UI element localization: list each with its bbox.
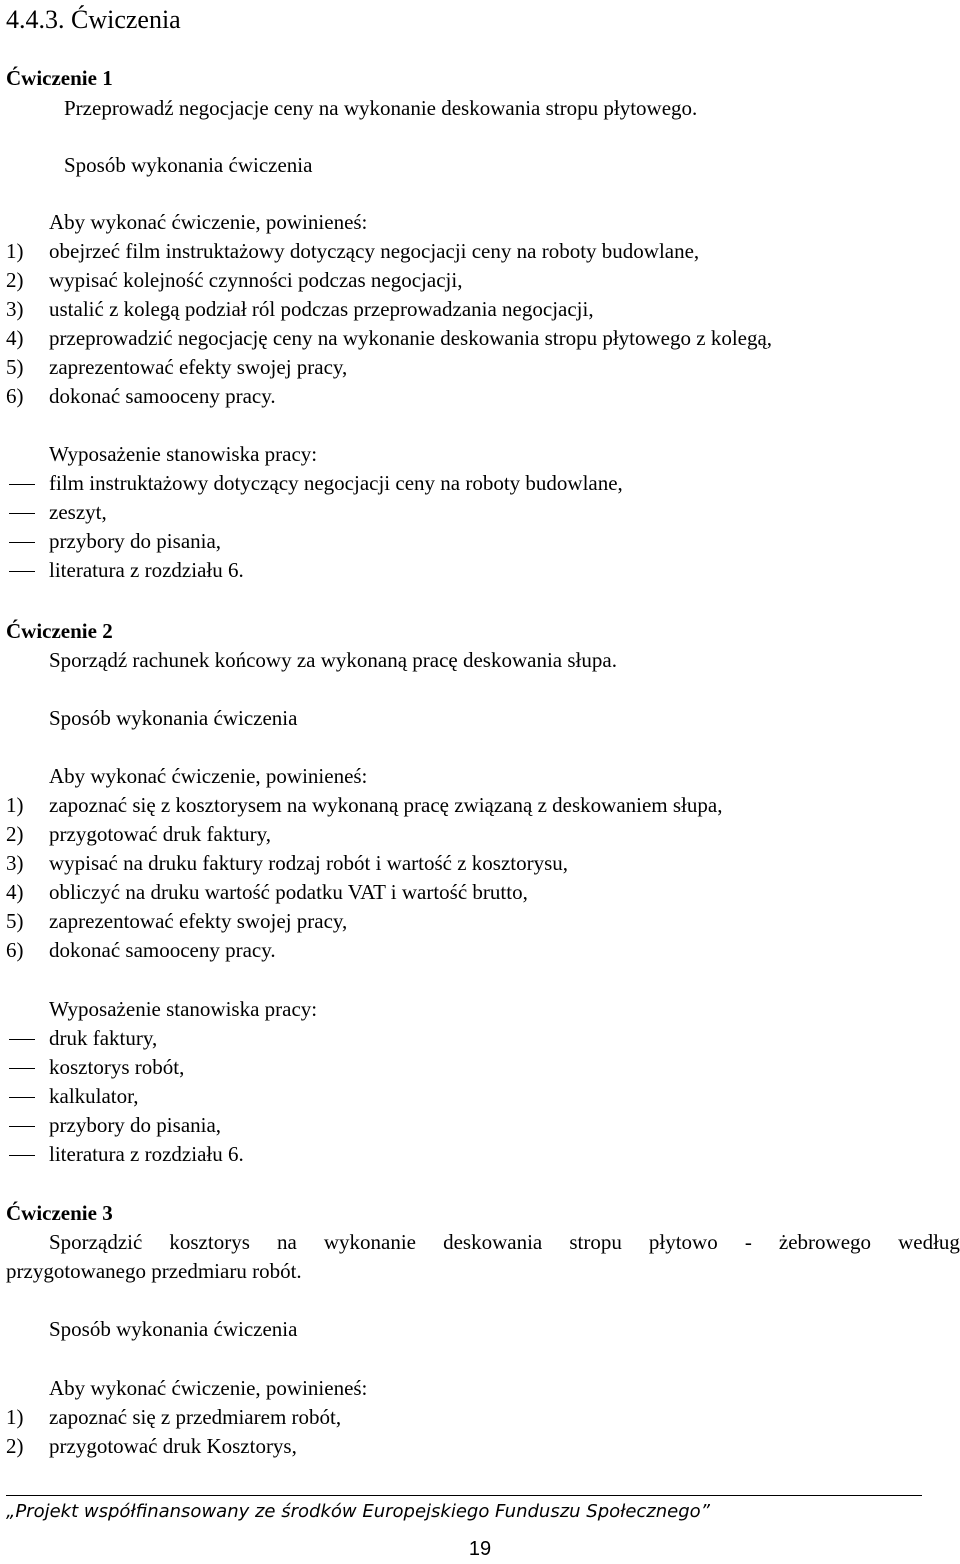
exercise-3-task-line-2: przygotowanego przedmiaru robót. (6, 1259, 302, 1283)
exercise-1-title: Ćwiczenie 1 (6, 66, 113, 90)
bullet-text: kalkulator, (49, 1084, 139, 1108)
dash-bullet-icon (9, 484, 35, 485)
step-text: ustalić z kolegą podział ról podczas przeprowadzania negocjacji, (49, 297, 594, 321)
exercise-1-equipment-heading: Wyposażenie stanowiska pracy: (49, 442, 318, 466)
step-text: dokonać samooceny pracy. (49, 938, 276, 962)
dash-bullet-icon (9, 1126, 35, 1127)
task-word: na (276, 1230, 297, 1254)
bullet-text: kosztorys robót, (49, 1055, 185, 1079)
bullet-item (6, 1024, 960, 1053)
step-number: 1) (6, 1405, 24, 1429)
bullet-item (6, 1082, 960, 1111)
dash-bullet-icon (9, 1039, 35, 1040)
step-text: wypisać na druku faktury rodzaj robót i wartość z kosztorysu, (49, 851, 569, 875)
task-word: żebrowego (778, 1230, 872, 1254)
list-item (6, 820, 960, 849)
list-item (6, 878, 960, 907)
step-text: zaprezentować efekty swojej pracy, (49, 909, 348, 933)
step-text: przygotować druk faktury, (49, 822, 271, 846)
exercise-3-method-heading: Sposób wykonania ćwiczenia (49, 1317, 298, 1341)
step-number: 5) (6, 909, 24, 933)
step-text: zapoznać się z przedmiarem robót, (49, 1405, 342, 1429)
section-title: 4.4.3. Ćwiczenia (6, 5, 181, 34)
bullet-item (6, 498, 960, 527)
list-item (6, 295, 960, 324)
bullet-text: przybory do pisania, (49, 1113, 222, 1137)
list-item (6, 324, 960, 353)
bullet-item (6, 1140, 960, 1169)
step-number: 5) (6, 355, 24, 379)
dash-bullet-icon (9, 1155, 35, 1156)
exercise-1-intro: Aby wykonać ćwiczenie, powinieneś: (49, 210, 368, 234)
task-word: płytowo (648, 1230, 718, 1254)
step-text: zapoznać się z kosztorysem na wykonaną pracę związaną z deskowaniem słupa, (49, 793, 723, 817)
list-item (6, 1432, 960, 1461)
list-item (6, 791, 960, 820)
step-number: 3) (6, 297, 24, 321)
step-text: dokonać samooceny pracy. (49, 384, 276, 408)
list-item (6, 237, 960, 266)
footer-funding-note: „Projekt współfinansowany ze środków Europejskiego Funduszu Społecznego” (6, 1501, 710, 1522)
bullet-item (6, 469, 960, 498)
list-item (6, 266, 960, 295)
step-number: 6) (6, 384, 24, 408)
dash-bullet-icon (9, 571, 35, 572)
step-number: 2) (6, 1434, 24, 1458)
step-number: 1) (6, 239, 24, 263)
exercise-3-intro: Aby wykonać ćwiczenie, powinieneś: (49, 1376, 368, 1400)
bullet-text: zeszyt, (49, 500, 107, 524)
step-number: 3) (6, 851, 24, 875)
task-word: Sporządzić (49, 1230, 143, 1254)
bullet-text: film instruktażowy dotyczący negocjacji ceny na roboty budowlane, (49, 471, 623, 495)
list-item (6, 907, 960, 936)
list-item (6, 849, 960, 878)
footer-divider (6, 1495, 922, 1496)
bullet-item (6, 1053, 960, 1082)
exercise-2-title: Ćwiczenie 2 (6, 619, 113, 643)
step-text: przeprowadzić negocjację ceny na wykonanie deskowania stropu płytowego z kolegą, (49, 326, 773, 350)
list-item (6, 936, 960, 965)
task-word: - (744, 1230, 752, 1254)
step-text: obejrzeć film instruktażowy dotyczący negocjacji ceny na roboty budowlane, (49, 239, 700, 263)
dash-bullet-icon (9, 542, 35, 543)
list-item (6, 1403, 960, 1432)
task-word: według (898, 1230, 960, 1254)
bullet-text: literatura z rozdziału 6. (49, 558, 244, 582)
step-number: 4) (6, 880, 24, 904)
list-item (6, 353, 960, 382)
list-item (6, 382, 960, 411)
page-number: 19 (468, 1538, 492, 1560)
bullet-text: przybory do pisania, (49, 529, 222, 553)
exercise-1-task: Przeprowadź negocjacje ceny na wykonanie deskowania stropu płytowego. (64, 96, 698, 120)
exercise-3-task-line-1 (49, 1228, 960, 1257)
bullet-item (6, 556, 960, 585)
bullet-item (6, 527, 960, 556)
dash-bullet-icon (9, 1097, 35, 1098)
exercise-2-intro: Aby wykonać ćwiczenie, powinieneś: (49, 764, 368, 788)
exercise-2-equipment-heading: Wyposażenie stanowiska pracy: (49, 997, 318, 1021)
dash-bullet-icon (9, 1068, 35, 1069)
exercise-2-method-heading: Sposób wykonania ćwiczenia (49, 706, 298, 730)
step-text: obliczyć na druku wartość podatku VAT i wartość brutto, (49, 880, 528, 904)
bullet-item (6, 1111, 960, 1140)
bullet-text: literatura z rozdziału 6. (49, 1142, 244, 1166)
step-number: 1) (6, 793, 24, 817)
bullet-text: druk faktury, (49, 1026, 158, 1050)
task-word: wykonanie (323, 1230, 417, 1254)
task-word: deskowania (443, 1230, 543, 1254)
exercise-1-method-heading: Sposób wykonania ćwiczenia (64, 153, 313, 177)
dash-bullet-icon (9, 513, 35, 514)
step-number: 4) (6, 326, 24, 350)
step-text: wypisać kolejność czynności podczas negocjacji, (49, 268, 463, 292)
step-text: przygotować druk Kosztorys, (49, 1434, 297, 1458)
exercise-3-title: Ćwiczenie 3 (6, 1201, 113, 1225)
step-number: 2) (6, 822, 24, 846)
task-word: stropu (569, 1230, 622, 1254)
exercise-2-task: Sporządź rachunek końcowy za wykonaną pracę deskowania słupa. (49, 648, 617, 672)
task-word: kosztorys (169, 1230, 250, 1254)
step-number: 2) (6, 268, 24, 292)
step-text: zaprezentować efekty swojej pracy, (49, 355, 348, 379)
step-number: 6) (6, 938, 24, 962)
